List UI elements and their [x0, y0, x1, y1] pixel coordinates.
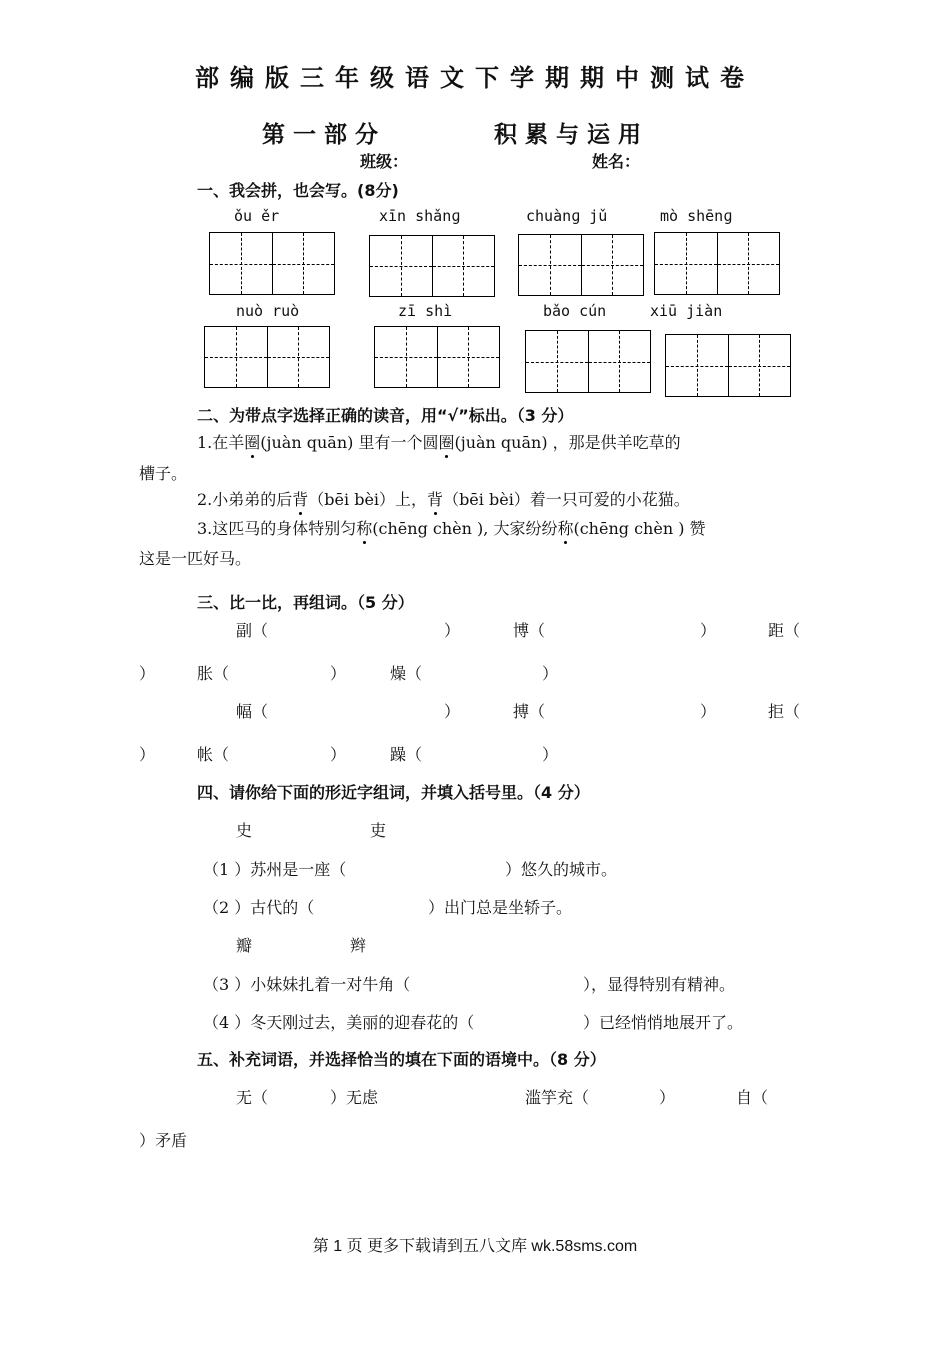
name-label: 姓名： — [592, 152, 641, 171]
word-item: 副（ — [236, 621, 269, 640]
question-line: （1 ）苏州是一座（ — [203, 860, 347, 879]
section2-heading: 二、为带点字选择正确的读音，用“√”标出。（3 分） — [197, 406, 574, 425]
character: 史 — [236, 821, 253, 840]
word-item: 拒（ — [768, 702, 801, 721]
part-label: 第一部分 — [262, 122, 386, 148]
question-line: （4 ）冬天刚过去，美丽的迎春花的（ — [203, 1013, 475, 1032]
pinyin: ǒu ěr — [234, 207, 280, 225]
pinyin: mò shēnɡ — [660, 207, 733, 225]
character: 辫 — [350, 936, 367, 955]
writing-grid[interactable] — [525, 330, 651, 393]
section3-heading: 三、比一比，再组词。（5 分） — [197, 593, 414, 612]
character: 吏 — [370, 821, 387, 840]
bracket: ） — [659, 1088, 676, 1107]
writing-grid[interactable] — [209, 232, 335, 295]
bracket: ） — [139, 664, 156, 683]
pinyin: xiū jiàn — [650, 302, 723, 320]
word-item: 距（ — [768, 621, 801, 640]
bracket: ） — [542, 664, 559, 683]
section4-heading: 四、请你给下面的形近字组词，并填入括号里。（4 分） — [197, 783, 590, 802]
word-item: ）矛盾 — [139, 1131, 188, 1150]
question-line: ）出门总是坐轿子。 — [428, 898, 573, 917]
word-item: 搏（ — [513, 702, 546, 721]
writing-grid[interactable] — [369, 235, 495, 297]
pinyin: nuò ruò — [236, 302, 300, 320]
bracket: ） — [700, 621, 717, 640]
question-line: 槽子。 — [139, 464, 188, 483]
question-line: ），显得特别有精神。 — [583, 975, 736, 994]
section1-heading: 一、我会拼，也会写。(8分) — [197, 181, 399, 200]
class-label: 班级： — [360, 152, 409, 171]
writing-grid[interactable] — [518, 234, 644, 296]
bracket: ） — [542, 745, 559, 764]
pinyin: bǎo cún — [543, 302, 607, 320]
question-line: 这是一匹好马。 — [139, 549, 252, 568]
question-line: ）已经悄悄地展开了。 — [583, 1013, 744, 1032]
question-line: （2 ）古代的（ — [203, 898, 315, 917]
word-item: 滥竽充（ — [525, 1088, 590, 1107]
writing-grid[interactable] — [374, 326, 500, 388]
page-title: 部编版三年级语文下学期期中测试卷 — [195, 64, 755, 92]
question-line: 3.这匹马的身体特别匀称(chēng chèn ), 大家纷纷称(chēng chèn ) 赞 — [197, 519, 706, 538]
question-line: 2.小弟弟的后背（bēi bèi）上，背（bēi bèi）着一只可爱的小花猫。 — [197, 490, 690, 509]
question-line: ）悠久的城市。 — [505, 860, 618, 879]
bracket: ） — [444, 702, 461, 721]
part-name: 积累与运用 — [494, 122, 649, 148]
word-item: 博（ — [513, 621, 546, 640]
character: 瓣 — [236, 936, 253, 955]
bracket: ） — [330, 745, 347, 764]
word-item: 幅（ — [236, 702, 269, 721]
word-item: 燥（ — [390, 664, 423, 683]
pinyin: chuànɡ jǔ — [526, 207, 608, 225]
word-item: 帐（ — [197, 745, 230, 764]
bracket: ） — [700, 702, 717, 721]
word-item: 无（ — [236, 1088, 269, 1107]
writing-grid[interactable] — [204, 326, 330, 388]
word-item: ）无虑 — [330, 1088, 379, 1107]
word-item: 胀（ — [197, 664, 230, 683]
word-item: 自（ — [736, 1088, 769, 1107]
writing-grid[interactable] — [654, 232, 780, 295]
section5-heading: 五、补充词语，并选择恰当的填在下面的语境中。（8 分） — [197, 1050, 606, 1069]
page-footer: 第 1 页 更多下载请到五八文库 wk.58sms.com — [312, 1238, 638, 1255]
pinyin: xīn shǎnɡ — [379, 207, 461, 225]
bracket: ） — [330, 664, 347, 683]
bracket: ） — [444, 621, 461, 640]
bracket: ） — [139, 745, 156, 764]
writing-grid[interactable] — [665, 334, 791, 397]
question-line: （3 ）小妹妹扎着一对牛角（ — [203, 975, 411, 994]
question-line: 1.在羊圈(juàn quān) 里有一个圆圈(juàn quān) ，那是供羊吃草的 — [197, 433, 681, 452]
pinyin: zī shì — [398, 302, 453, 320]
word-item: 躁（ — [390, 745, 423, 764]
